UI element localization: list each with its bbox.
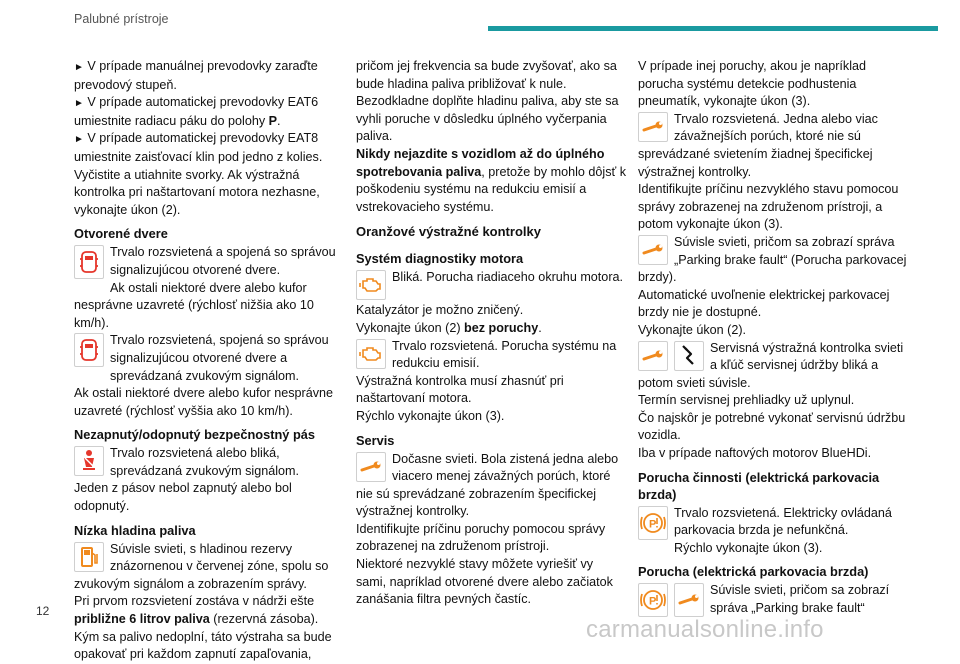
bullet-manual: ► V prípade manuálnej prevodovky zaraďte prevodový stupeň. (74, 59, 318, 92)
bullet-eat6: ► V prípade automatickej prevodovky EAT6 umiestnite radiacu páku do polohy P. (74, 95, 319, 128)
service-key-text-1: Termín servisnej prehliadky už uplynul. (638, 393, 855, 408)
bullet-eat8: ► V prípade automatickej prevodovky EAT8 umiestnite zaisťovací klin pod jedno z kolies. (74, 131, 323, 164)
fuel-refill: Bezodkladne doplňte hladinu paliva, aby ste sa vyhli poruche v dôsledku úplného vyčerpania paliva. (356, 94, 619, 144)
wrench-2-action: Vykonajte úkon (2). (638, 322, 747, 337)
heading-epb-fault: Porucha (elektrická parkovacia brzda) (638, 564, 869, 580)
heading-engine-diagnostics: Systém diagnostiky motora (356, 251, 524, 267)
column-1 (74, 58, 344, 664)
doors-1-desc: Trvalo rozsvietená a spojená so správou signalizujúcou otvorené dvere. (110, 245, 336, 277)
service-key-icon (674, 341, 704, 371)
epb1-action: Rýchlo vykonajte úkon (3). (674, 540, 823, 555)
seatbelt-warning-icon (74, 446, 104, 476)
arrow-bullet-icon: ► (74, 134, 84, 146)
epb2-desc: Súvisle svieti, pričom sa zobrazí správa „Parking brake fault“ (710, 583, 890, 616)
svg-text:P: P (649, 595, 657, 608)
engine-check-icon (356, 270, 386, 300)
fuel-never: Nikdy nejazdite s vozidlom až do úplného spotrebovania paliva, pretože by mohlo dôjsť k poškodeniu systému na redukciu emisií a vstrekovacieho systému. (356, 146, 627, 214)
heading-orange-warnings: Oranžové výstražné kontrolky (356, 224, 541, 240)
diag-1-text: Katalyzátor je možno zničený. (356, 303, 524, 318)
fuel-continued: pričom jej frekvencia sa bude zvyšovať, ako sa bude hladina paliva približovať k nule. (356, 59, 617, 91)
service-text-1: Identifikujte príčinu poruchy pomocou správy zobrazenej na združenom prístroji. (356, 521, 606, 554)
diag-2-desc: Trvalo rozsvietená. Porucha systému na redukciu emisií. (392, 338, 617, 371)
service-icons-group (638, 340, 710, 373)
wrench-1-text: Identifikujte príčinu nezvyklého stavu pomocou správy zobrazenej na združenom prístroji, a potom vykonajte úkon (3). (638, 182, 899, 232)
wrench-icon (356, 452, 386, 482)
wrench-icon (638, 235, 668, 265)
diag-1-action: Vykonajte úkon (2) bez poruchy. (356, 320, 542, 335)
heading-open-doors: Otvorené dvere (74, 226, 168, 242)
engine-check-icon (356, 339, 386, 369)
heading-epb-malfunction: Porucha činnosti (elektrická parkovacia brzda) (638, 469, 880, 502)
open-door-warning-icon (74, 333, 104, 367)
column-3 (638, 58, 908, 619)
page-header-title: Palubné prístroje (74, 12, 169, 26)
parking-brake-fault-icon (638, 506, 668, 540)
watermark-text: carmanualsonline.info (586, 616, 824, 643)
header-accent-bar (488, 26, 938, 31)
epb-icons-group (638, 582, 710, 619)
wrench-2-text: Automatické uvoľnenie elektrickej parkovacej brzdy nie je dostupné. (638, 287, 890, 320)
arrow-bullet-icon: ► (74, 62, 84, 73)
heading-low-fuel: Nízka hladina paliva (74, 522, 196, 538)
doors-2-desc: Trvalo rozsvietená, spojená so správou signalizujúcou otvorené dvere a sprevádzaná zvukovým signálom. (110, 333, 329, 383)
epb1-desc: Trvalo rozsvietená. Elektricky ovládaná parkovacia brzda je nefunkčná. (674, 505, 892, 538)
seatbelt-desc: Trvalo rozsvietená alebo bliká, sprevádzaná zvukovým signálom. (110, 446, 299, 478)
parking-brake-fault-icon (638, 583, 668, 617)
open-door-warning-icon (74, 245, 104, 279)
wrench-icon (638, 112, 668, 142)
heading-seatbelt: Nezapnutý/odopnutý bezpečnostný pás (74, 427, 316, 443)
column-2 (356, 58, 626, 609)
diag-2-text: Výstražná kontrolka musí zhasnúť pri naštartovaní motora. (356, 373, 564, 406)
diag-1-desc: Bliká. Porucha riadiaceho okruhu motora. (392, 270, 624, 285)
service-key-desc: Servisná výstražná kontrolka svieti a kľúč servisnej údržby bliká a potom svieti súvisle. (638, 340, 904, 390)
paragraph-clamps: Vyčistite a utiahnite svorky. Ak výstražná kontrolka pri naštartovaní motora nezhasne, vykonajte úkon (2). (74, 167, 320, 217)
service-key-text-3: Iba v prípade naftových motorov BlueHDi. (638, 446, 872, 461)
diag-2-action: Rýchlo vykonajte úkon (3). (356, 408, 505, 423)
fuel-text: Pri prvom rozsvietení zostáva v nádrži ešte približne 6 litrov paliva (rezervná zásoba). Kým sa palivo nedoplní, táto výstraha sa bude opakovať pri každom zapnutí zapaľovania, (74, 594, 332, 662)
service-text-2: Niektoré nezvyklé stavy môžete vyriešiť vy sami, napríklad otvorené dvere alebo začiatok zanášania filtra pevných častíc. (356, 557, 613, 607)
wrench-1-desc: Trvalo rozsvietená. Jedna alebo viac závažnejších porúch, ktoré nie sú sprevádzané svietením žiadnej špecifickej výstražnej kontrolky. (638, 111, 878, 179)
wrench-2-desc: Súvisle svieti, pričom sa zobrazí správa „Parking brake fault“ (Porucha parkovacej brzdy). (638, 234, 907, 285)
service-key-text-2: Čo najskôr je potrebné vykonať servisnú údržbu vozidla. (638, 410, 906, 443)
doors-2-text: Ak ostali niektoré dvere alebo kufor nesprávne uzavreté (rýchlosť vyššia ako 10 km/h). (74, 386, 334, 418)
heading-service: Servis (356, 432, 395, 448)
seatbelt-text: Jeden z pásov nebol zapnutý alebo bol odopnutý. (74, 481, 292, 514)
wrench-icon (674, 583, 704, 617)
service-desc: Dočasne svieti. Bola zistená jedna alebo viacero menej závažných porúch, ktoré nie sú sprevádzané zobrazením špecifickej výstražnej kontrolky. (356, 451, 619, 519)
fuel-pump-icon (74, 542, 104, 572)
other-fault-text: V prípade inej poruchy, akou je napríklad porucha systému detekcie podhustenia pneumatík, vykonajte úkon (3). (638, 59, 866, 109)
arrow-bullet-icon: ► (74, 98, 84, 110)
svg-text:P: P (649, 518, 657, 531)
wrench-icon (638, 341, 668, 371)
fuel-desc: Súvisle svieti, s hladinou rezervy znázornenou v červenej zóne, spolu so zvukovým signálom a zobrazením správy. (74, 541, 329, 591)
doors-1-text: Ak ostali niektoré dvere alebo kufor nesprávne uzavreté (rýchlosť nižšia ako 10 km/h). (74, 280, 314, 330)
page-number: 12 (36, 604, 50, 618)
